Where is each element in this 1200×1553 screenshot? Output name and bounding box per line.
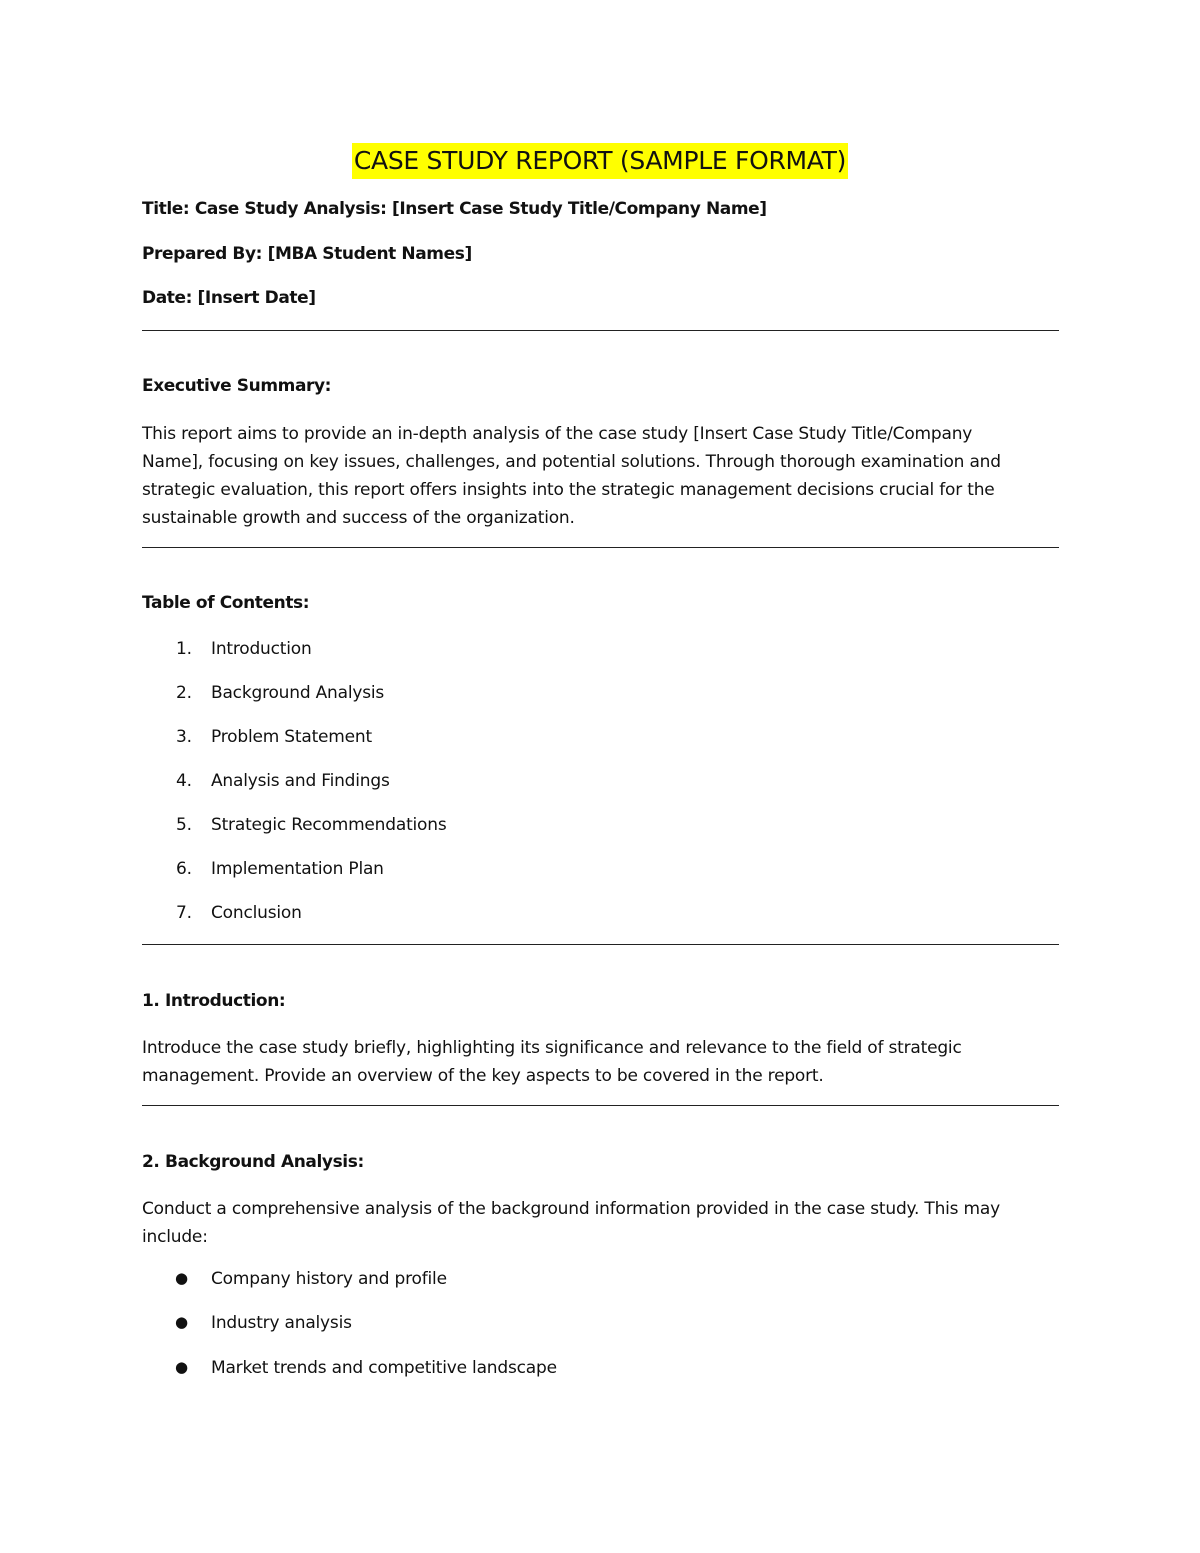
meta-prepared-by: Prepared By: [MBA Student Names] <box>142 244 472 264</box>
divider <box>142 944 1059 945</box>
introduction-line: management. Provide an overview of the key aspects to be covered in the report. <box>142 1066 824 1086</box>
toc-item-label: Problem Statement <box>211 727 372 747</box>
bullet-item-label: Company history and profile <box>211 1269 447 1289</box>
bullet-icon: ● <box>175 1313 188 1331</box>
bullet-item <box>176 1358 557 1378</box>
executive-summary-heading: Executive Summary: <box>142 376 332 396</box>
title-container <box>0 143 1200 179</box>
bullet-item-label: Market trends and competitive landscape <box>211 1358 557 1378</box>
background-heading: 2. Background Analysis: <box>142 1152 364 1172</box>
toc-item-number: 3. <box>176 727 192 747</box>
toc-item <box>176 771 390 791</box>
bullet-icon: ● <box>175 1358 188 1376</box>
document-title: CASE STUDY REPORT (SAMPLE FORMAT) <box>352 143 848 179</box>
bullet-item <box>176 1313 352 1333</box>
toc-item-label: Analysis and Findings <box>211 771 390 791</box>
toc-heading: Table of Contents: <box>142 593 310 613</box>
background-line: Conduct a comprehensive analysis of the background information provided in the case study. This may <box>142 1199 1000 1219</box>
toc-item-label: Introduction <box>211 639 312 659</box>
introduction-heading: 1. Introduction: <box>142 991 286 1011</box>
toc-item-number: 1. <box>176 639 192 659</box>
introduction-paragraph <box>142 1034 1062 1090</box>
toc-item <box>176 639 312 659</box>
bullet-item <box>176 1269 447 1289</box>
executive-summary-paragraph <box>142 420 1062 532</box>
toc-item-label: Background Analysis <box>211 683 385 703</box>
meta-title-line: Title: Case Study Analysis: [Insert Case Study Title/Company Name] <box>142 199 767 219</box>
toc-item <box>176 815 447 835</box>
meta-date: Date: [Insert Date] <box>142 288 316 308</box>
bullet-item-label: Industry analysis <box>211 1313 352 1333</box>
toc-item-label: Strategic Recommendations <box>211 815 447 835</box>
toc-item <box>176 683 384 703</box>
executive-summary-line: sustainable growth and success of the organization. <box>142 508 575 528</box>
toc-item-number: 5. <box>176 815 192 835</box>
toc-item <box>176 727 372 747</box>
toc-item <box>176 903 302 923</box>
toc-item-number: 2. <box>176 683 192 703</box>
toc-item-label: Implementation Plan <box>211 859 384 879</box>
toc-item <box>176 859 384 879</box>
toc-item-number: 6. <box>176 859 192 879</box>
toc-item-number: 4. <box>176 771 192 791</box>
divider <box>142 1105 1059 1106</box>
divider <box>142 547 1059 548</box>
background-line: include: <box>142 1227 208 1247</box>
bullet-icon: ● <box>175 1269 188 1287</box>
divider <box>142 330 1059 331</box>
executive-summary-line: This report aims to provide an in-depth analysis of the case study [Insert Case Study Title/Company <box>142 424 973 444</box>
executive-summary-line: strategic evaluation, this report offers insights into the strategic management decisions crucial for the <box>142 480 995 500</box>
introduction-line: Introduce the case study briefly, highlighting its significance and relevance to the field of strategic <box>142 1038 962 1058</box>
executive-summary-line: Name], focusing on key issues, challenges, and potential solutions. Through thorough examination and <box>142 452 1001 472</box>
background-paragraph <box>142 1195 1062 1251</box>
toc-item-number: 7. <box>176 903 192 923</box>
toc-item-label: Conclusion <box>211 903 302 923</box>
